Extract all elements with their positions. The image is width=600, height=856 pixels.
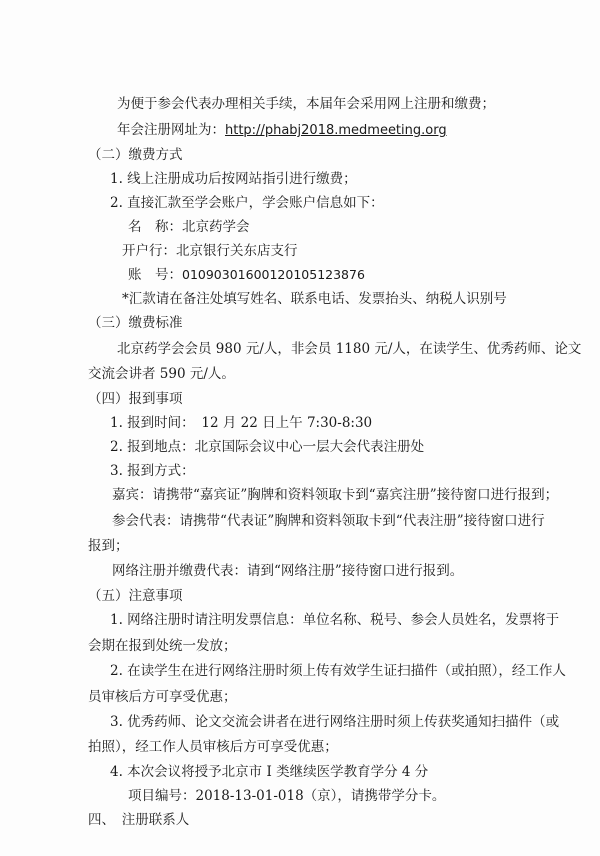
fee-line-1: 北京药学会会员 980 元/人，非会员 1180 元/人，在读学生、优秀药师、论文 <box>117 341 582 357</box>
remittance-note: *汇款请在备注处填写姓名、联系电话、发票抬头、纳税人识别号 <box>122 291 507 307</box>
note-2-line-1: 2. 在读学生在进行网络注册时须上传有效学生证扫描件（或拍照），经工作人 <box>110 663 566 679</box>
checkin-delegate-line-2: 报到； <box>88 538 129 554</box>
intro-line: 为便于参会代表办理相关手续，本届年会采用网上注册和缴费； <box>117 96 495 112</box>
section-4-heading: （四）报到事项 <box>88 391 183 407</box>
section-3-heading: （三）缴费标准 <box>88 315 183 331</box>
url-label: 年会注册网址为： <box>117 122 225 138</box>
note-4-line-1: 4. 本次会议将授予北京市 I 类继续医学教育学分 4 分 <box>110 764 429 780</box>
section-four-heading: 四、 注册联系人 <box>88 812 190 828</box>
registration-url-link[interactable]: http://phabj2018.medmeeting.org <box>225 123 447 138</box>
url-line <box>117 121 447 139</box>
account-number: 01090301600120105123876 <box>182 267 365 282</box>
account-bank: 开户行：北京银行关东店支行 <box>122 243 298 259</box>
note-1-line-1: 1. 网络注册时请注明发票信息：单位名称、税号、参会人员姓名，发票将于 <box>110 612 560 628</box>
checkin-guest: 嘉宾：请携带“嘉宾证”胸牌和资料领取卡到“嘉宾注册”接待窗口进行报到； <box>112 487 559 503</box>
payment-method-2: 2. 直接汇款至学会账户，学会账户信息如下： <box>110 195 384 211</box>
section-2-heading: （二）缴费方式 <box>88 147 183 163</box>
account-number-label: 账 号： <box>128 267 182 283</box>
checkin-delegate-line-1: 参会代表：请携带“代表证”胸牌和资料领取卡到“代表注册”接待窗口进行 <box>112 513 545 529</box>
note-1-line-2: 会期在报到处统一发放； <box>88 638 237 654</box>
note-3-line-1: 3. 优秀药师、论文交流会讲者在进行网络注册时须上传获奖通知扫描件（或 <box>110 714 560 730</box>
account-name: 名 称：北京药学会 <box>128 219 250 235</box>
checkin-method: 3. 报到方式： <box>110 463 195 479</box>
fee-line-2: 交流会讲者 590 元/人。 <box>88 366 235 382</box>
section-5-heading: （五）注意事项 <box>88 588 183 604</box>
checkin-time: 1. 报到时间： 12 月 22 日上午 7:30-8:30 <box>110 415 373 431</box>
note-2-line-2: 员审核后方可享受优惠； <box>88 689 237 705</box>
account-number-line <box>128 266 365 284</box>
checkin-place: 2. 报到地点：北京国际会议中心一层大会代表注册处 <box>110 439 425 455</box>
note-4-line-2: 项目编号：2018-13-01-018（京），请携带学分卡。 <box>128 788 446 804</box>
checkin-online: 网络注册并缴费代表：请到“网络注册”接待窗口进行报到。 <box>112 563 464 579</box>
payment-method-1: 1. 线上注册成功后按网站指引进行缴费； <box>110 171 357 187</box>
note-3-line-2: 拍照），经工作人员审核后方可享受优惠； <box>88 739 338 755</box>
